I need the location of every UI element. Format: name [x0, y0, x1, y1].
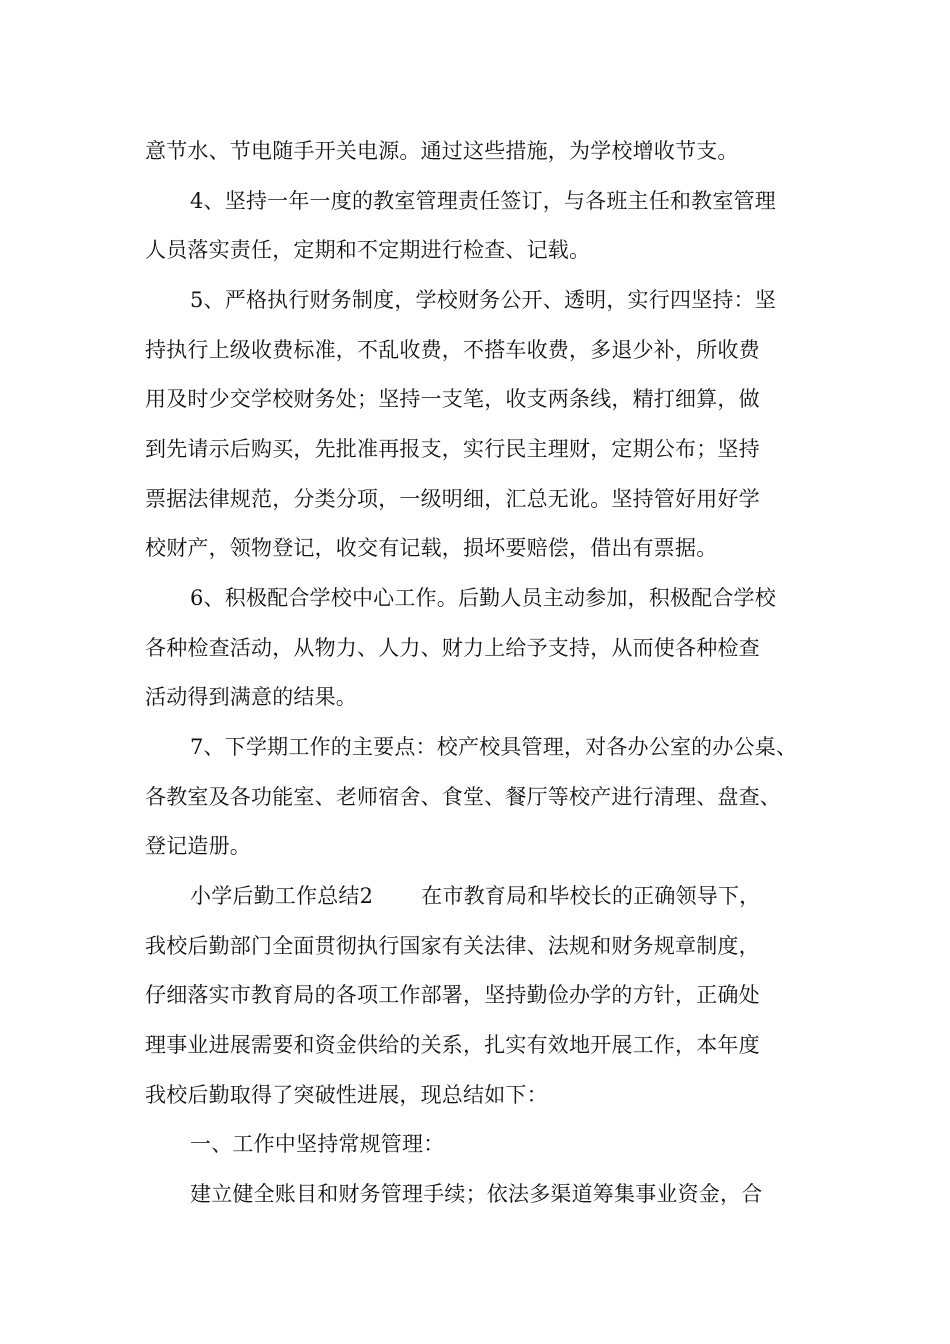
section-heading-line	[190, 879, 760, 913]
text-line: 理事业进展需要和资金供给的关系，扎实有效地开展工作，本年度	[145, 1033, 760, 1057]
text-line: 持执行上级收费标准，不乱收费，不搭车收费，多退少补，所收费	[145, 338, 760, 362]
text-line: 校财产，领物登记，收交有记载，损坏要赔偿，借出有票据。	[145, 536, 718, 560]
text-line: 我校后勤取得了突破性进展，现总结如下：	[145, 1083, 548, 1107]
text-line: 票据法律规范，分类分项，一级明细，汇总无讹。坚持管好用好学	[145, 487, 760, 511]
paragraph-4-start: 4、坚持一年一度的教室管理责任签订，与各班主任和教室管理	[190, 189, 776, 213]
paragraph-6-start: 6、积极配合学校中心工作。后勤人员主动参加，积极配合学校	[190, 586, 776, 610]
text-line: 登记造册。	[145, 834, 251, 858]
section-title: 小学后勤工作总结2	[190, 884, 374, 908]
paragraph-7-start: 7、下学期工作的主要点：校产校具管理，对各办公室的办公桌、	[190, 735, 798, 759]
section-intro: 在市教育局和毕校长的正确领导下，	[421, 884, 761, 908]
text-line: 意节水、节电随手开关电源。通过这些措施，为学校增收节支。	[145, 139, 739, 163]
text-line: 仔细落实市教育局的各项工作部署，坚持勤俭办学的方针，正确处	[145, 983, 760, 1007]
text-line: 人员落实责任，定期和不定期进行检查、记载。	[145, 238, 591, 262]
text-line: 各教室及各功能室、老师宿舍、食堂、餐厅等校产进行清理、盘查、	[145, 785, 781, 809]
text-line: 我校后勤部门全面贯彻执行国家有关法律、法规和财务规章制度，	[145, 934, 760, 958]
text-line: 到先请示后购买，先批准再报支，实行民主理财，定期公布；坚持	[145, 437, 760, 461]
text-line: 用及时少交学校财务处；坚持一支笔，收支两条线，精打细算，做	[145, 387, 760, 411]
paragraph-5-start: 5、严格执行财务制度，学校财务公开、透明，实行四坚持：坚	[190, 288, 776, 312]
text-line: 各种检查活动，从物力、人力、财力上给予支持，从而使各种检查	[145, 636, 760, 660]
subheading: 一、工作中坚持常规管理：	[190, 1132, 445, 1156]
text-line: 建立健全账目和财务管理手续；依法多渠道筹集事业资金，合	[190, 1182, 763, 1206]
text-line: 活动得到满意的结果。	[145, 685, 357, 709]
